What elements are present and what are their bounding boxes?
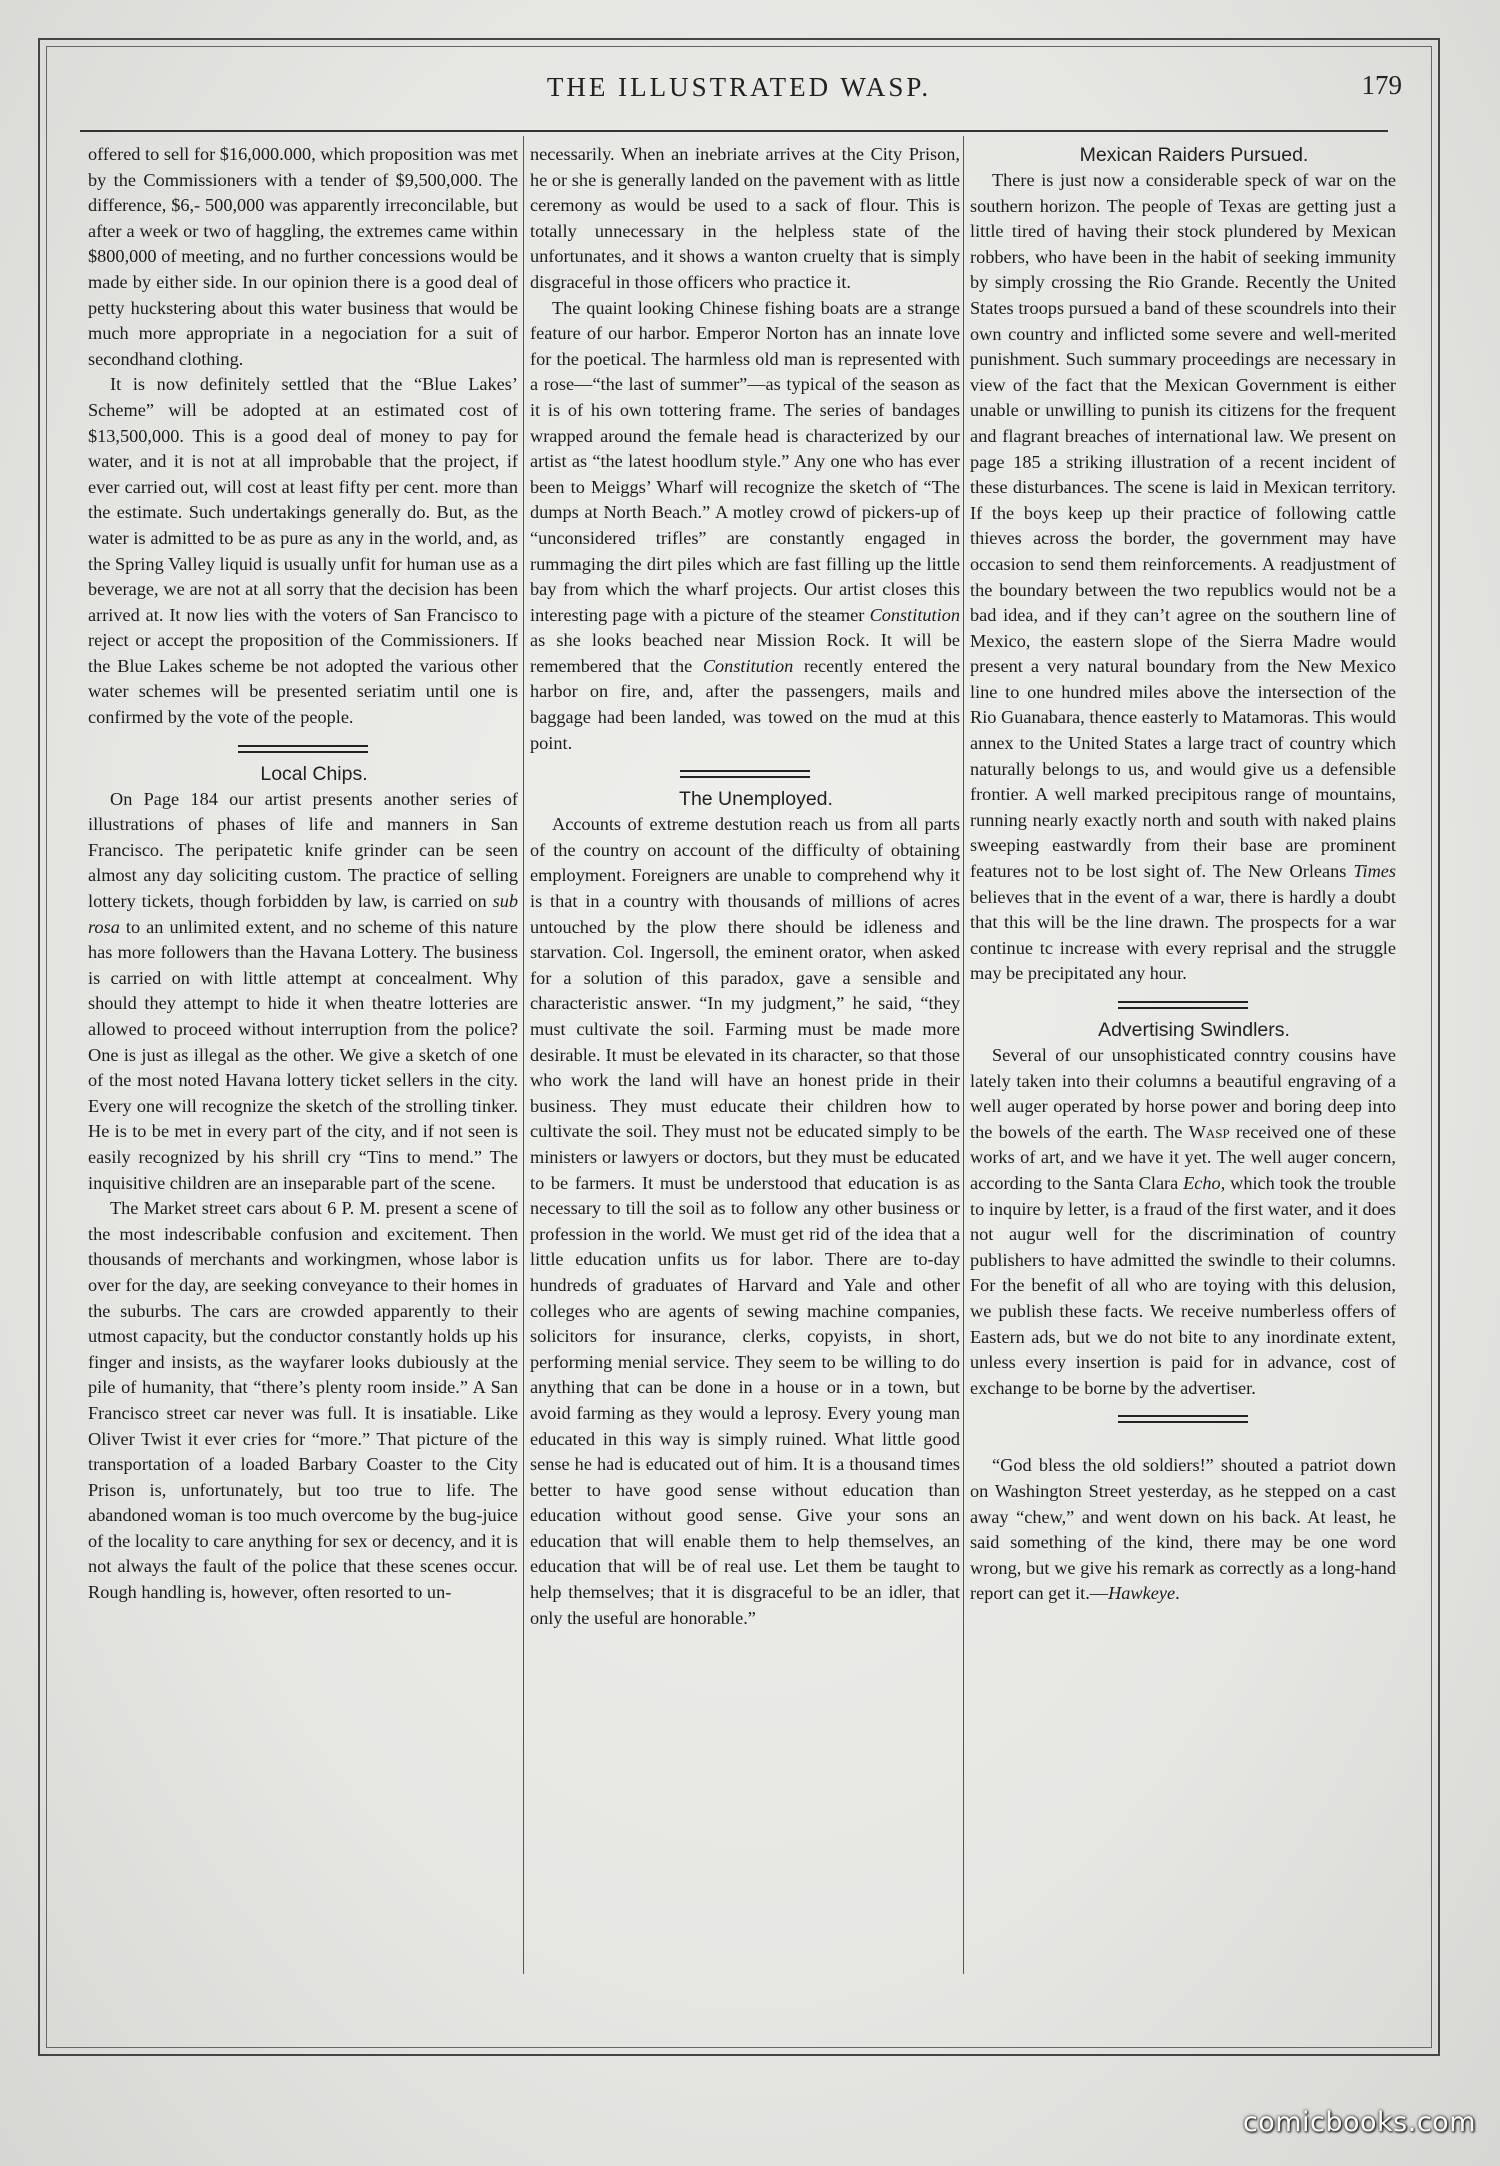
paragraph: The quaint looking Chinese fishing boats are a strange feature of our harbor. Emperor Norton has an innate love for the poetical. The harmless old man is represented with a rose—“the last of summer”—as typical of the season as it is of his own tottering frame. The series of bandages wrapped around the female head is characterized by our artist as “the latest hoodlum style.” Any one who has ever been to Meiggs’ Wharf will recognize the sketch of “The dumps at North Beach.” A motley crowd of pickers-up of “unconsidered trifles” are constantly engaged in rummaging the dirt piles which are fast filling up the little bay from which the wharf projects. Our artist closes this interesting page with a picture of the steamer Constitution as she looks beached near Mission Rock. It will be remembered that the Constitution recently entered the harbor on fire, and, after the passengers, mails and baggage had been landed, was towed on the mud at this point. <box>530 297 960 753</box>
paragraph: It is now definitely settled that the “Blue Lakes’ Scheme” will be adopted at an estimated cost of $13,500,000. This is a good deal of money to pay for water, and it is not at all improbable that the project, if ever carried out, will cost at least fifty per cent. more than the estimate. Such undertakings generally do. But, as the water is admitted to be as pure as any in the world, and, as the Spring Valley liquid is usually unfit for human use as a beverage, we are not at all sorry that the decision has been arrived at. It now lies with the voters of San Francisco to reject or accept the proposition of the Commissioners. If the Blue Lakes scheme be not adopted the various other water schemes will be presented seriatim until one is confirmed by the vote of the people. <box>88 374 518 728</box>
column-divider <box>523 136 524 1974</box>
paragraph: There is just now a considerable speck of war on the southern horizon. The people of Texas are getting just a little tired of having their stock plundered by Mexican robbers, who have been in the habit of seeking immunity by simply crossing the Rio Grande. Recently the United States troops pursued a band of these scoundrels into their own country and inflicted some severe and well-merited punishment. Such summary proceedings are necessary in view of the fact that the Mexican Government is either unable or unwilling to punish its citizens for the frequent and flagrant breaches of international law. We present on page 185 a striking illustration of a recent incident of these disturbances. The scene is laid in Mexican territory. If the boys keep up their practice of following cattle thieves across the border, the government may have occasion to send them reinforcements. A readjustment of the boundary between the two republics would not be a bad idea, and if they can’t agree on the southern line of Mexico, the eastern slope of the Sierra Madre would present a very natural boundary from the New Mexico line to one hundred miles above the intersection of the Rio Guanabara, thence easterly to Matamoras. This would annex to the United States a large tract of country which naturally belongs to us, and would give us a defensible frontier. A well marked precipitous range of mountains, running nearly exactly north and south with naked plains sweeping eastwardly from their base are prominent features not to be lost sight of. The New Orleans Times believes that in the event of a war, there is hardly a doubt that this will be the line drawn. The prospects for a war continue tc increase with every reprisal and the struggle may be precipitated any hour. <box>970 170 1396 984</box>
masthead-title: THE ILLUSTRATED WASP. <box>546 72 932 102</box>
section-heading: Mexican Raiders Pursued. <box>1079 144 1309 166</box>
paragraph: offered to sell for $16,000.000, which proposition was met by the Commissioners with a tender of $9,500,000. The difference, $6,- 500,000 was apparently irreconcilable, but after a week or two of haggling, the extremes came within $800,000 of meeting, and no further concessions would be made by either side. In our opinion there is a good deal of petty huckstering about this water business that would be much more appropriate in a negociation for a suit of secondhand clothing. <box>88 144 518 369</box>
column-divider <box>963 136 964 1974</box>
section-rule <box>238 745 368 753</box>
paragraph: “God bless the old soldiers!” shouted a patriot down on Washington Street yesterday, as he stepped on a cast away “chew,” and went down on his back. At least, he said something of the kind, there may be one word wrong, but we give his remark as correctly as a long-hand report can get it.—Hawkeye. <box>970 1455 1396 1604</box>
section-rule <box>1118 1001 1248 1009</box>
paragraph: On Page 184 our artist presents another series of illustrations of phases of life and manners in San Francisco. The peripatetic knife grinder can be seen almost any day soliciting custom. The practice of selling lottery tickets, though forbidden by law, is carried on sub rosa to an unlimited extent, and no scheme of this nature has more followers than the Havana Lottery. The business is carried on with little attempt at concealment. Why should they attempt to hide it when theatre lotteries are allowed to proceed without interruption from the police? One is just as illegal as the other. We give a sketch of one of the most noted Havana lottery ticket sellers in the city. Every one will recognize the sketch of the strolling tinker. He is to be met in every part of the city, and if not seen is easily recognized by his shrill cry “Tins to mend.” The inquisitive children are an inseparable part of the scene. <box>88 788 518 1193</box>
column-2 <box>530 142 960 1631</box>
page-number: 179 <box>1361 70 1402 100</box>
watermark-text: comicbooks.com <box>1242 2107 1476 2138</box>
section-rule <box>680 770 810 778</box>
section-rule <box>1118 1415 1248 1423</box>
paragraph: Several of our unsophisticated conntry cousins have lately taken into their columns a beautiful engraving of a well auger operated by horse power and boring deep into the bowels of the earth. The Wasp received one of these works of art, and we have it yet. The well auger concern, according to the Santa Clara Echo, which took the trouble to inquire by letter, is a fraud of the first water, and it does not augur well for the discrimination of country publishers to have admitted the swindle to their columns. For the benefit of all who are toying with this delusion, we publish these facts. We receive numberless offers of Eastern ads, but we do not bite to any inordinate extent, unless every insertion is paid for in advance, cost of exchange to be borne by the advertiser. <box>970 1045 1397 1398</box>
header-rule <box>80 130 1388 132</box>
section-heading: Advertising Swindlers. <box>1098 1019 1290 1041</box>
column-3 <box>970 142 1396 1607</box>
paragraph: necessarily. When an inebriate arrives at the City Prison, he or she is generally landed on the pavement with as little ceremony as would be used to a sack of flour. This is totally unnecessary in the helpless state of the unfortunates, and it shows a wanton cruelty that is simply disgraceful in those officers who practice it. <box>530 144 960 292</box>
paragraph: The Market street cars about 6 P. M. present a scene of the most indescribable confusion and excitement. Then thousands of merchants and workingmen, whose labor is over for the day, are seeking conveyance to their homes in the suburbs. The cars are crowded apparently to their utmost capacity, but the conductor constantly holds up his finger and insists, as the wayfarer looks dubiously at the pile of humanity, that “there’s plenty room inside.” A San Francisco street car never was full. It is insatiable. Like Oliver Twist it ever cries for “more.” That picture of the transportation of a loaded Barbary Coaster to the City Prison is, unfortunately, but too true to life. The abandoned woman is too much overcome by the bug-juice of the locality to care anything for sex or decency, and it is not always the fault of the police that these scenes occur. Rough handling is, however, often resorted to un- <box>88 1198 518 1603</box>
column-1 <box>88 142 518 1606</box>
paragraph: Accounts of extreme destution reach us from all parts of the country on account of the difficulty of obtaining employment. Foreigners are unable to comprehend why it is that in a country with thousands of millions of acres untouched by the plow there should be idleness and starvation. Col. Ingersoll, the eminent orator, when asked for a solution of this paradox, gave a sensible and characteristic answer. “In my judgment,” he said, “they must cultivate the soil. Farming must be made more desirable. It must be elevated in its character, so that those who work the land will have an honest pride in their business. They must educate their children how to cultivate the soil. They must not be educated simply to be ministers or lawyers or doctors, but they must be educated to be farmers. It must be understood that education is as necessary to till the soil as to follow any other business or profession in the world. We must get rid of the idea that a little education unfits us for labor. There are to-day hundreds of graduates of Harvard and Yale and other colleges who are agents of sewing machine companies, solicitors for insurance, clerks, copyists, in short, performing menial service. They seem to be willing to do anything that can be done in a house or in a town, but avoid farming as they would a leprosy. Every young man educated in this way is simply ruined. What little good sense he had is educated out of him. It is a thousand times better to have good sense without education than education without good sense. Give your sons an education that will enable them to help themselves, an education that will be of real use. Let them be taught to help themselves; that it is disgraceful to be an idler, that only the useful are honorable.” <box>530 814 960 1628</box>
section-heading: Local Chips. <box>260 762 368 785</box>
section-heading: The Unemployed. <box>679 788 833 811</box>
